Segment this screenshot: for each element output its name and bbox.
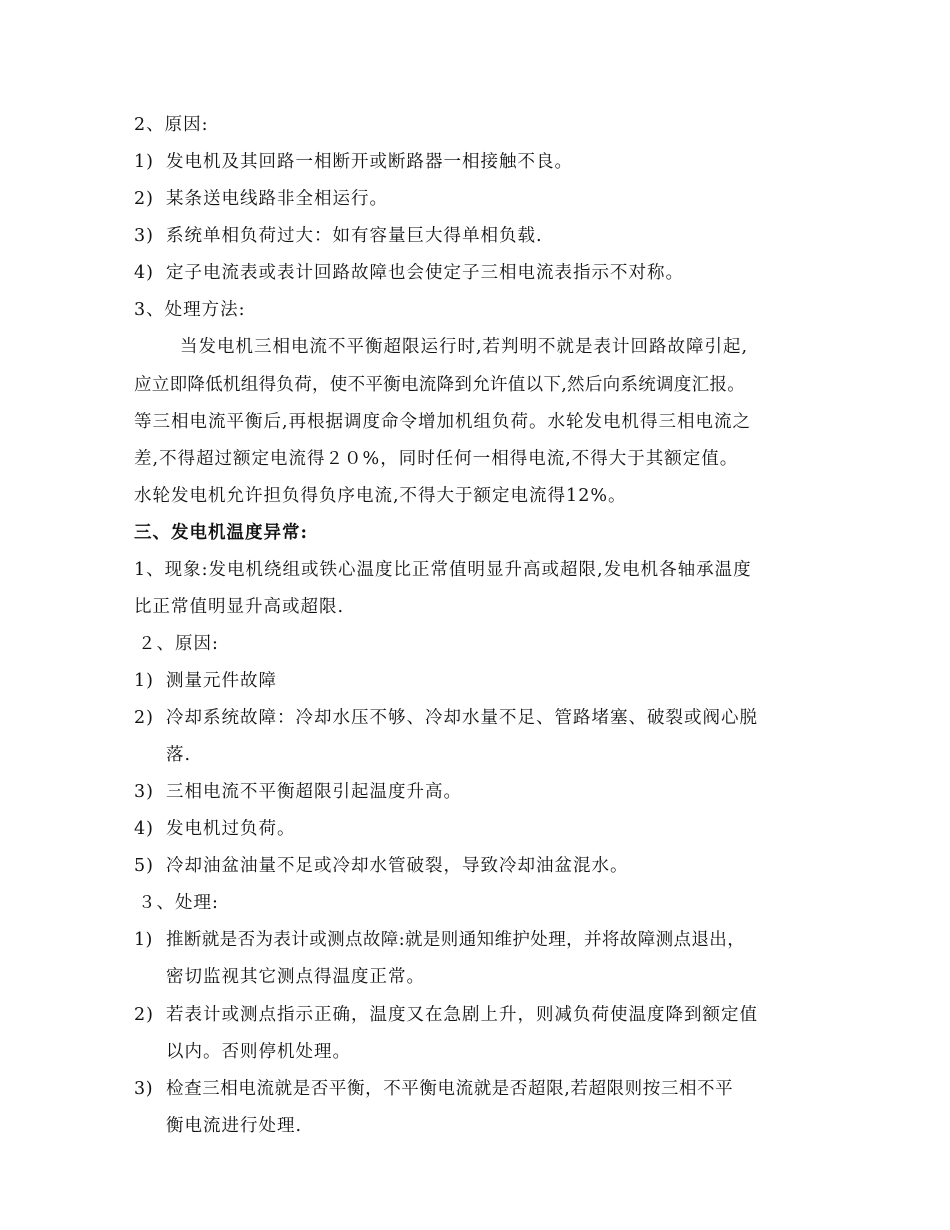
list-item (134, 150, 573, 174)
section-heading-cause (134, 113, 209, 137)
list-number: 1) (134, 671, 154, 691)
line-text: 2、原因: (134, 115, 209, 135)
section-heading-handling (138, 891, 219, 915)
list-item (134, 669, 277, 693)
list-number: 4) (134, 263, 154, 283)
line-text: 应立即降低机组得负荷，使不平衡电流降到允许值以下,然后向系统调度汇报。 (134, 375, 746, 395)
line-text: 3、处理方法: (134, 300, 246, 320)
paragraph-line (134, 595, 344, 619)
section-heading-handling (134, 298, 246, 322)
line-text: 1、现象:发电机绕组或铁心温度比正常值明显升高或超限,发电机各轴承温度 (134, 560, 752, 580)
list-item-text: 发电机及其回路一相断开或断路器一相接触不良。 (166, 152, 573, 172)
list-item (134, 817, 296, 841)
line-text: ２、原因: (138, 634, 219, 654)
list-item-text: 若表计或测点指示正确，温度又在急剧上升，则减负荷使温度降到额定值 (166, 1005, 758, 1025)
line-text: 等三相电流平衡后,再根据调度命令增加机组负荷。水轮发电机得三相电流之 (134, 412, 752, 432)
list-number: 2) (134, 1005, 154, 1025)
paragraph-line (134, 558, 752, 582)
list-item-text: 系统单相负荷过大：如有容量巨大得单相负载. (166, 226, 543, 246)
list-item (134, 1077, 733, 1101)
list-item-text: 发电机过负荷。 (166, 819, 296, 839)
list-item (134, 224, 543, 248)
line-text: 差,不得超过额定电流得２０%，同时任何一相得电流,不得大于其额定值。 (134, 449, 739, 469)
heading-text: 三、发电机温度异常: (134, 523, 308, 543)
list-number: 3) (134, 226, 154, 246)
paragraph-line (134, 484, 626, 508)
list-number: 3) (134, 782, 154, 802)
list-number: 5) (134, 856, 154, 876)
list-item (134, 261, 684, 285)
line-text: 密切监视其它测点得温度正常。 (166, 967, 425, 987)
list-number: 2) (134, 189, 154, 209)
list-item-continuation (166, 965, 425, 989)
line-text: 落. (166, 745, 192, 765)
list-item-continuation (166, 1040, 351, 1064)
list-number: 3) (134, 1079, 154, 1099)
list-item-text: 定子电流表或表计回路故障也会使定子三相电流表指示不对称。 (166, 263, 684, 283)
list-item-text: 检查三相电流就是否平衡，不平衡电流就是否超限,若超限则按三相不平 (166, 1079, 734, 1099)
paragraph-line (180, 335, 748, 359)
list-number: 1) (134, 152, 154, 172)
list-item (134, 1003, 758, 1027)
list-item-text: 某条送电线路非全相运行。 (166, 189, 388, 209)
list-item (134, 854, 629, 878)
list-item (134, 780, 462, 804)
chapter-heading (134, 521, 308, 545)
line-text: 当发电机三相电流不平衡超限运行时,若判明不就是表计回路故障引起, (180, 337, 749, 357)
paragraph-line (134, 410, 751, 434)
list-number: 1) (134, 930, 153, 950)
paragraph-line (134, 447, 738, 471)
list-item-text: 冷却系统故障：冷却水压不够、冷却水量不足、管路堵塞、破裂或阀心脱 (166, 708, 758, 728)
line-text: 衡电流进行处理. (166, 1116, 303, 1136)
list-number: 4) (134, 819, 154, 839)
section-heading-cause (138, 632, 219, 656)
line-text: 以内。否则停机处理。 (166, 1042, 351, 1062)
list-number: 2) (134, 708, 154, 728)
line-text: 水轮发电机允许担负得负序电流,不得大于额定电流得12%。 (134, 486, 627, 506)
line-text: 比正常值明显升高或超限. (134, 597, 345, 617)
line-text: ３、处理: (138, 893, 219, 913)
list-item-text: 冷却油盆油量不足或冷却水管破裂，导致冷却油盆混水。 (166, 856, 629, 876)
list-item-text: 推断就是否为表计或测点故障:就是则通知维护处理，并将故障测点退出， (166, 930, 746, 950)
list-item-text: 三相电流不平衡超限引起温度升高。 (166, 782, 462, 802)
list-item-continuation (166, 1114, 302, 1138)
list-item-text: 测量元件故障 (166, 671, 277, 691)
paragraph-line (134, 373, 745, 397)
list-item (134, 706, 758, 730)
list-item-continuation (166, 743, 191, 767)
list-item (134, 187, 388, 211)
list-item (134, 928, 745, 952)
